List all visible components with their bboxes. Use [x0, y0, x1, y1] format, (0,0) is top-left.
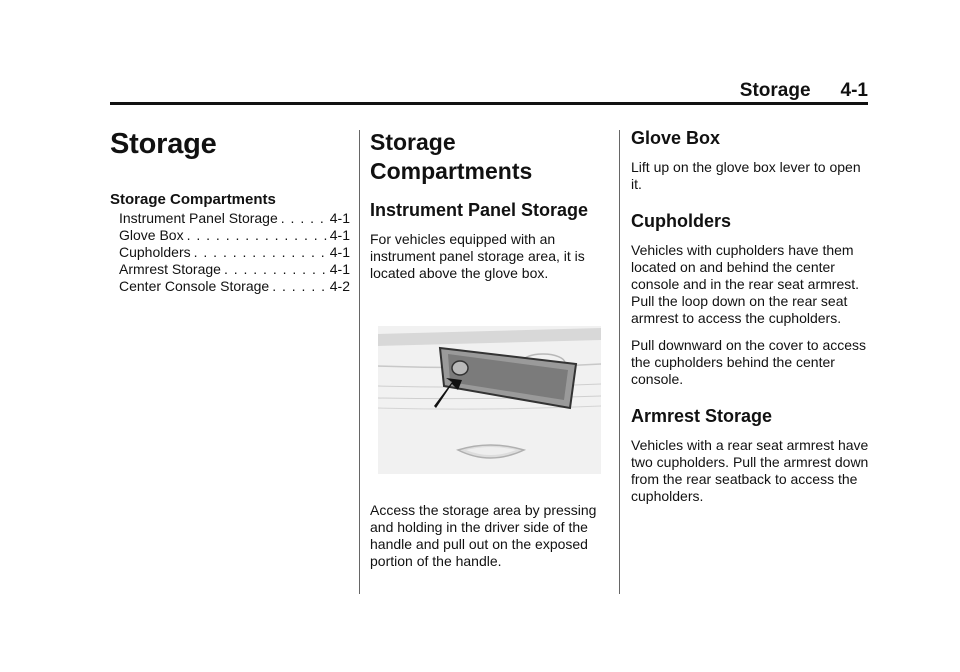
toc-entry-page: 4-1 [329, 261, 350, 277]
toc-entry[interactable] [119, 244, 350, 261]
toc-entry-page: 4-1 [329, 210, 350, 226]
toc-entry[interactable] [119, 261, 350, 278]
page-header [0, 80, 868, 102]
toc-entry-label: Center Console Storage [119, 278, 270, 294]
cupholders-text-2: Pull downward on the cover to access the cupholders behind the center console. [631, 337, 867, 387]
toc-entry-page: 4-2 [329, 278, 350, 294]
column-storage-compartments [370, 128, 608, 580]
toc-entry-label: Cupholders [119, 244, 191, 260]
paragraph: Access the storage area by pressing and holding in the driver side of the handle and pull out on the exposed portion of the handle. [370, 502, 597, 569]
chapter-title: Storage [110, 128, 217, 160]
toc-entry[interactable] [119, 278, 350, 295]
header-page-number: 4-1 [840, 80, 868, 101]
section-title: Storage Compartments [370, 129, 533, 184]
toc-entry-label: Instrument Panel Storage [119, 210, 278, 226]
toc-entry[interactable] [119, 227, 350, 244]
column-divider-2 [619, 130, 620, 594]
toc-entry-label: Glove Box [119, 227, 184, 243]
armrest-storage-title: Armrest Storage [631, 406, 773, 426]
paragraph: For vehicles equipped with an instrument panel storage area, it is located above the glove box. [370, 231, 585, 281]
toc-list [110, 210, 350, 295]
column-divider-1 [359, 130, 360, 594]
column-glove-cup-armrest [631, 128, 869, 515]
toc-entry-page: 4-1 [329, 244, 350, 260]
cupholders-title: Cupholders [631, 211, 732, 231]
header-section: Storage [739, 80, 811, 101]
header-rule [110, 102, 868, 105]
cupholders-text-1: Vehicles with cupholders have them located on and behind the center console and in the rear seat armrest. Pull the loop down on the rear seat armrest to access the cupholders. [631, 242, 860, 326]
instrument-panel-figure [378, 326, 601, 474]
toc-entry[interactable] [119, 210, 350, 227]
subsection-title: Instrument Panel Storage [370, 200, 589, 220]
column-toc [110, 128, 350, 295]
toc-entry-label: Armrest Storage [119, 261, 221, 277]
glove-box-text: Lift up on the glove box lever to open it. [631, 159, 861, 192]
toc-entry-page: 4-1 [329, 227, 350, 243]
glove-box-title: Glove Box [631, 128, 721, 148]
toc-heading: Storage Compartments [110, 191, 276, 208]
armrest-storage-text: Vehicles with a rear seat armrest have two cupholders. Pull the armrest down from the rear seatback to access the cupholders. [631, 437, 869, 504]
